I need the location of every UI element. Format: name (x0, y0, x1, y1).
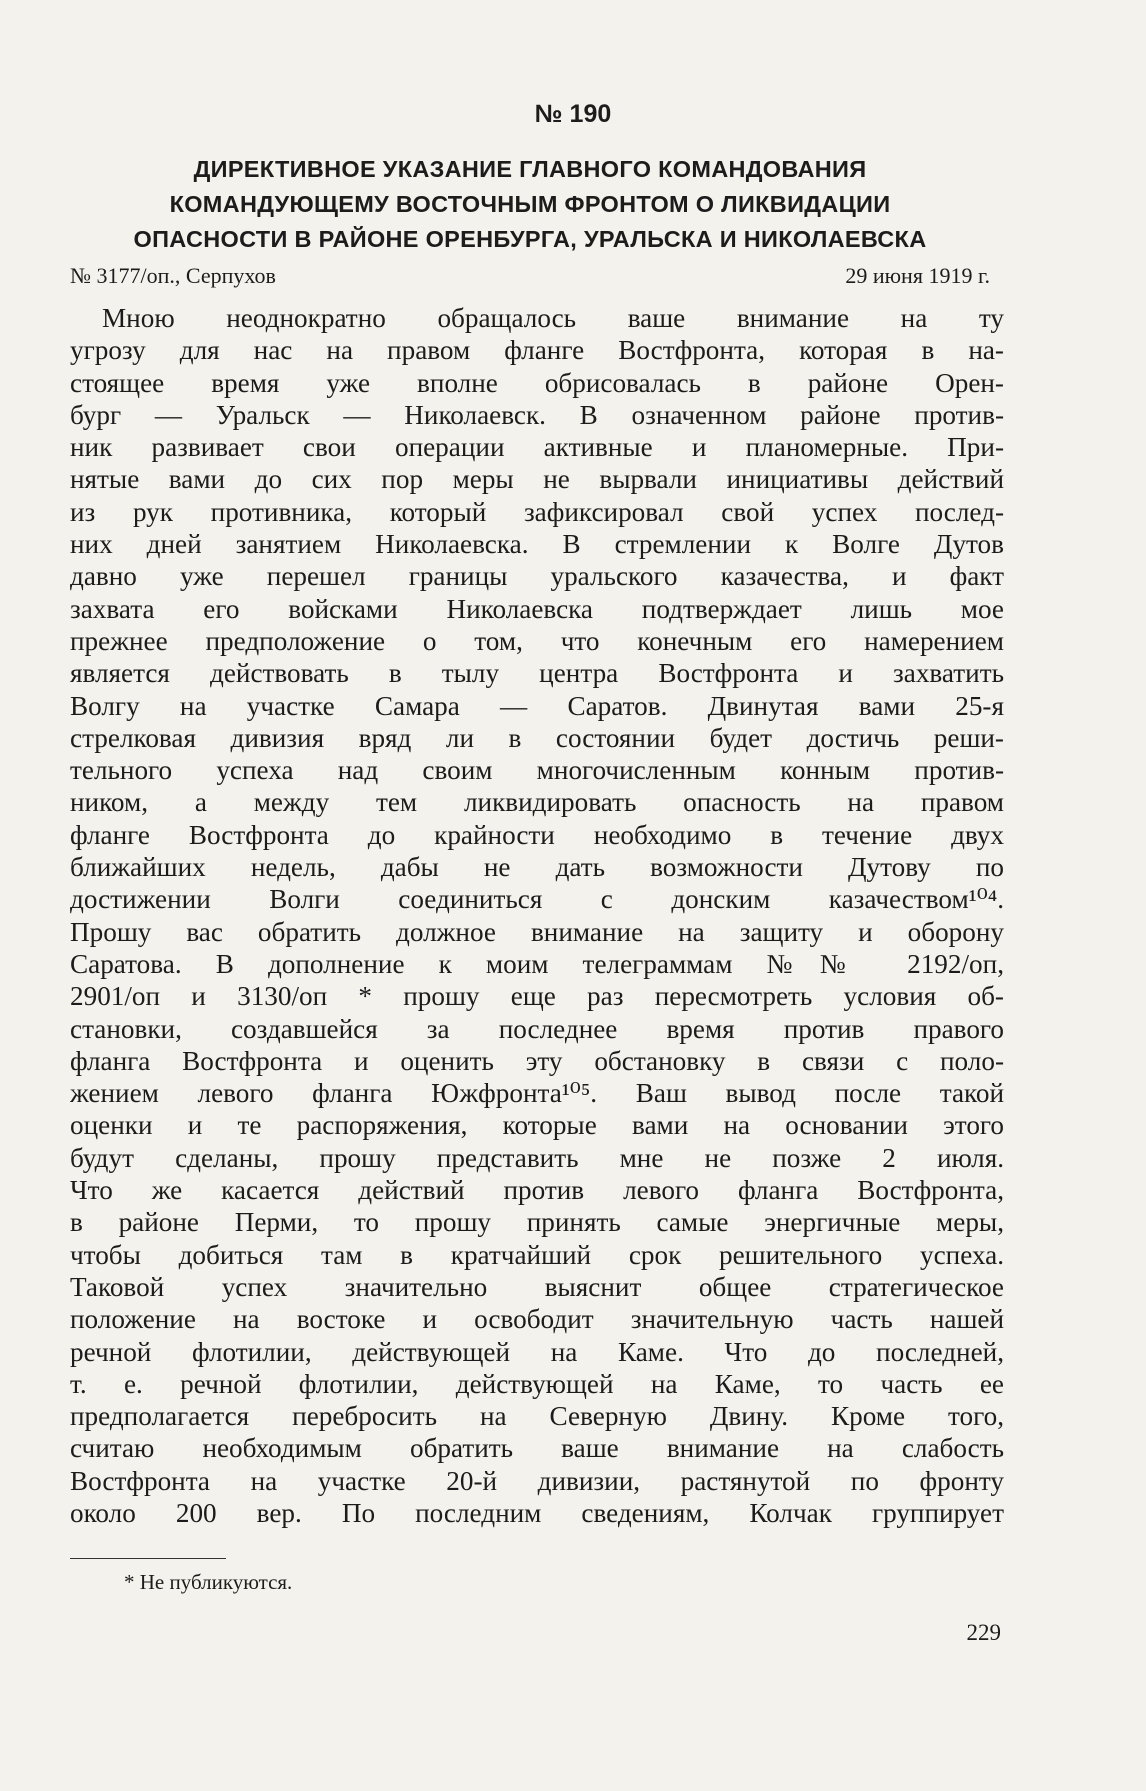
footnote-divider (70, 1558, 226, 1559)
body-line: угрозу для нас на правом фланге Востфронта, которая в на- (70, 335, 1004, 366)
body-line: считаю необходимым обратить ваше внимание на слабость (70, 1433, 1004, 1464)
title-line: КОМАНДУЮЩЕМУ ВОСТОЧНЫМ ФРОНТОМ О ЛИКВИДАЦИИ (169, 191, 891, 217)
document-date: 29 июня 1919 г. (845, 263, 990, 288)
page-number: 229 (966, 1620, 1001, 1645)
body-line: фланга Востфронта и оценить эту обстановку в связи с поло- (70, 1045, 1004, 1076)
body-line: Что же касается действий против левого фланга Востфронта, (70, 1175, 1004, 1206)
body-line: давно уже перешел границы уральского казачества, и факт (70, 561, 1004, 592)
body-line: Прошу вас обратить должное внимание на защиту и оборону (70, 916, 1004, 947)
body-line: положение на востоке и освободит значительную часть нашей (70, 1304, 1004, 1335)
document-number: № 190 (534, 100, 612, 128)
body-line: чтобы добиться там в кратчайший срок решительного успеха. (70, 1239, 1004, 1270)
body-line: тельного успеха над своим многочисленным конным против- (70, 755, 1004, 786)
body-line: ближайших недель, дабы не дать возможности Дутову по (70, 852, 1004, 883)
body-line: фланге Востфронта до крайности необходимо в течение двух (70, 819, 1004, 850)
body-line: оценки и те распоряжения, которые вами на основании этого (70, 1110, 1004, 1141)
body-line: т. е. речной флотилии, действующей на Каме, то часть ее (70, 1368, 1004, 1399)
body-line: ник развивает свои операции активные и планомерные. При- (70, 432, 1004, 463)
footnote: * Не публикуются. (124, 1570, 293, 1594)
body-line: стрелковая дивизия вряд ли в состоянии будет достичь реши- (70, 722, 1004, 753)
body-line: будут сделаны, прошу представить мне не позже 2 июля. (70, 1142, 1004, 1173)
document-reference: № 3177/оп., Серпухов (70, 263, 276, 288)
body-line: бург — Уральск — Николаевск. В означенном районе против- (70, 399, 1004, 430)
body-line: них дней занятием Николаевска. В стремлении к Волге Дутов (70, 529, 1004, 560)
body-line: жением левого фланга Южфронта¹⁰⁵. Ваш вывод после такой (70, 1078, 1004, 1109)
body-line: Волгу на участке Самара — Саратов. Двинутая вами 25-я (70, 690, 1004, 721)
title-line: ОПАСНОСТИ В РАЙОНЕ ОРЕНБУРГА, УРАЛЬСКА И НИКОЛАЕВСКА (133, 226, 927, 252)
body-line: является действовать в тылу центра Востфронта и захватить (70, 658, 1004, 689)
body-line: достижении Волги соединиться с донским казачеством¹⁰⁴. (70, 884, 1004, 915)
body-line: в районе Перми, то прошу принять самые энергичные меры, (70, 1207, 1004, 1238)
body-line: Таковой успех значительно выяснит общее стратегическое (70, 1271, 1004, 1302)
body-line: ником, а между тем ликвидировать опасность на правом (70, 787, 1004, 818)
body-line: Мною неоднократно обращалось ваше внимание на ту (102, 303, 1004, 333)
body-line: из рук противника, который зафиксировал свой успех послед- (70, 496, 1004, 527)
body-line: около 200 вер. По последним сведениям, Колчак группирует (70, 1497, 1004, 1528)
body-text (70, 302, 1004, 1529)
body-line: прежнее предположение о том, что конечным его намерением (70, 625, 1004, 656)
body-line: захвата его войсками Николаевска подтверждает лишь мое (70, 593, 1004, 624)
body-line: стоящее время уже вполне обрисовалась в районе Орен- (70, 367, 1004, 398)
document-title (70, 152, 990, 257)
body-line: Востфронта на участке 20-й дивизии, растянутой по фронту (70, 1465, 1004, 1496)
title-line: ДИРЕКТИВНОЕ УКАЗАНИЕ ГЛАВНОГО КОМАНДОВАНИЯ (193, 156, 867, 182)
body-line: становки, создавшейся за последнее время против правого (70, 1013, 1004, 1044)
body-line: предполагается перебросить на Северную Двину. Кроме того, (70, 1401, 1004, 1432)
body-line: речной флотилии, действующей на Каме. Что до последней, (70, 1336, 1004, 1367)
body-line: Саратова. В дополнение к моим телеграммам №№ 2192/оп, (70, 948, 1004, 979)
body-line: 2901/оп и 3130/оп * прошу еще раз пересмотреть условия об- (70, 981, 1004, 1012)
body-line: нятые вами до сих пор меры не вырвали инициативы действий (70, 464, 1004, 495)
